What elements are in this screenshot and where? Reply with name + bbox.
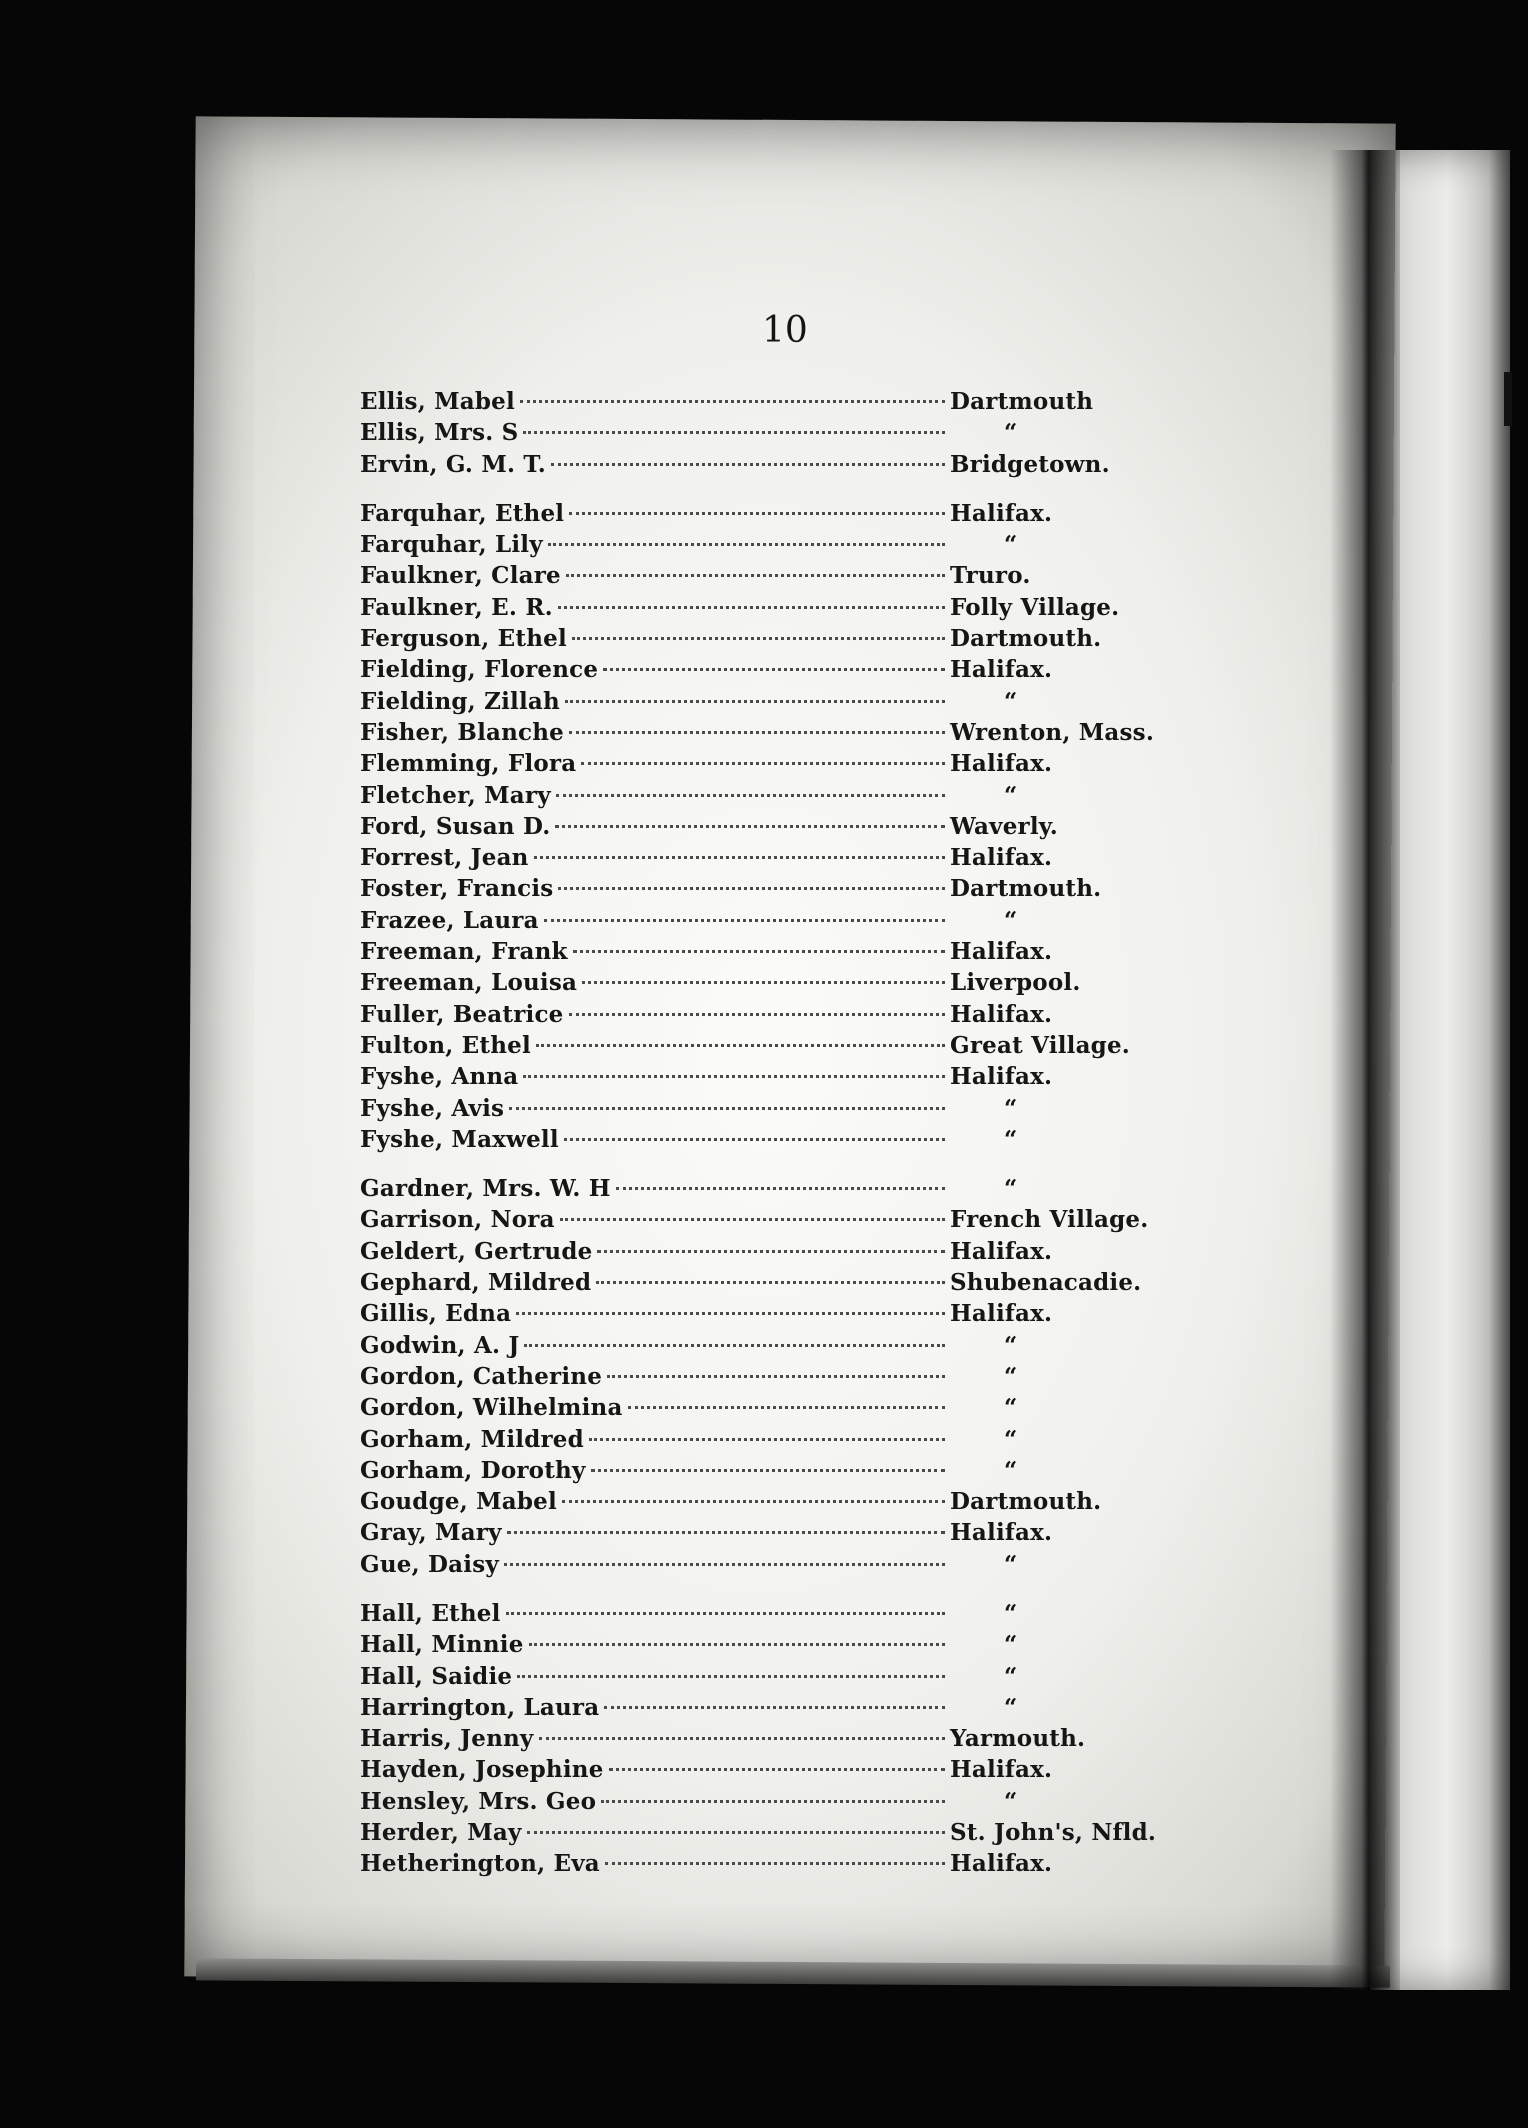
dot-leader — [597, 1250, 945, 1253]
list-entry — [360, 388, 1140, 419]
entry-name: Fletcher, Mary — [360, 781, 551, 809]
entry-name: Herder, May — [360, 1819, 522, 1847]
dot-leader — [569, 1013, 945, 1016]
dot-leader — [573, 950, 945, 953]
ditto-mark: “ — [1004, 1599, 1018, 1627]
entry-name: Hensley, Mrs. Geo — [360, 1787, 597, 1815]
list-entry — [360, 1488, 1140, 1519]
ditto-mark: “ — [1004, 1362, 1018, 1390]
entry-name: Gorham, Mildred — [360, 1425, 584, 1453]
entry-place: Halifax. — [950, 750, 1053, 778]
dot-leader — [551, 463, 945, 466]
list-entry — [360, 1332, 1140, 1363]
entry-name: Farquhar, Ethel — [360, 499, 565, 527]
dot-leader — [604, 1706, 945, 1709]
entry-place: Halifax. — [950, 844, 1053, 872]
dot-leader — [628, 1406, 945, 1409]
entry-name: Flemming, Flora — [360, 750, 577, 778]
dot-leader — [591, 1469, 945, 1472]
entry-place: Halifax. — [950, 1300, 1053, 1328]
entry-place: St. John's, Nfld. — [950, 1819, 1157, 1847]
list-entry — [360, 1095, 1140, 1126]
entry-name: Fuller, Beatrice — [360, 1000, 564, 1028]
dot-leader — [582, 981, 945, 984]
list-entry — [360, 844, 1140, 875]
list-entry — [360, 500, 1140, 531]
entry-name: Gordon, Catherine — [360, 1362, 603, 1390]
list-entry — [360, 1001, 1140, 1032]
dot-leader — [534, 856, 945, 859]
dot-leader — [544, 919, 945, 922]
entry-name: Forrest, Jean — [360, 844, 529, 872]
dot-leader — [524, 1344, 945, 1347]
ditto-mark: “ — [1004, 1787, 1018, 1815]
name-list — [360, 388, 1157, 1882]
entry-name: Garrison, Nora — [360, 1206, 555, 1234]
dot-leader — [520, 400, 945, 403]
dot-leader — [507, 1531, 945, 1534]
ditto-mark: “ — [1004, 1331, 1018, 1359]
entry-place: Truro. — [950, 562, 1031, 590]
dot-leader — [603, 668, 945, 671]
dot-leader — [572, 637, 945, 640]
entry-place: Great Village. — [950, 1031, 1131, 1059]
entry-place: French Village. — [950, 1206, 1149, 1234]
ditto-mark: “ — [1004, 1094, 1018, 1122]
list-entry — [360, 813, 1140, 844]
entry-name: Godwin, A. J — [360, 1331, 520, 1359]
ditto-mark: “ — [1004, 1425, 1018, 1453]
entry-name: Gillis, Edna — [360, 1300, 512, 1328]
list-entry — [360, 750, 1140, 781]
entry-place: Bridgetown. — [950, 450, 1110, 478]
list-entry — [360, 625, 1140, 656]
list-entry — [360, 1663, 1140, 1694]
list-entry — [360, 451, 1140, 482]
list-entry — [360, 1126, 1140, 1157]
dot-leader — [558, 606, 945, 609]
entry-place: Wrenton, Mass. — [950, 718, 1155, 746]
facing-page-mark — [1504, 372, 1512, 426]
list-entry — [360, 1551, 1140, 1582]
dot-leader — [555, 825, 945, 828]
entry-place: Shubenacadie. — [950, 1269, 1142, 1297]
entry-name: Fyshe, Anna — [360, 1063, 519, 1091]
dot-leader — [560, 1218, 945, 1221]
entry-name: Ford, Susan D. — [360, 812, 551, 840]
entry-name: Hall, Saidie — [360, 1662, 513, 1690]
list-entry — [360, 1206, 1149, 1237]
entry-name: Fielding, Florence — [360, 656, 599, 684]
entry-name: Geldert, Gertrude — [360, 1237, 593, 1265]
list-entry — [360, 1175, 1140, 1206]
entry-name: Gardner, Mrs. W. H — [360, 1175, 611, 1203]
entry-name: Fulton, Ethel — [360, 1031, 531, 1059]
entry-name: Gordon, Wilhelmina — [360, 1394, 623, 1422]
ditto-mark: “ — [1004, 531, 1018, 559]
entry-name: Gephard, Mildred — [360, 1269, 592, 1297]
dot-leader — [556, 794, 945, 797]
list-entry — [360, 1426, 1140, 1457]
entry-name: Hayden, Josephine — [360, 1756, 604, 1784]
dot-leader — [596, 1281, 945, 1284]
entry-name: Hetherington, Eva — [360, 1850, 600, 1878]
list-entry — [360, 1063, 1140, 1094]
list-entry — [360, 1363, 1140, 1394]
dot-leader — [509, 1107, 945, 1110]
entry-name: Faulkner, Clare — [360, 562, 561, 590]
list-entry — [360, 1457, 1140, 1488]
entry-name: Ervin, G. M. T. — [360, 450, 546, 478]
entry-place: Liverpool. — [950, 969, 1081, 997]
list-entry — [360, 1631, 1140, 1662]
ditto-mark: “ — [1004, 1693, 1018, 1721]
list-entry — [360, 594, 1140, 625]
entry-place: Yarmouth. — [950, 1725, 1086, 1753]
dot-leader — [605, 1862, 945, 1865]
list-entry — [360, 531, 1140, 562]
dot-leader — [527, 1831, 945, 1834]
entry-name: Harrington, Laura — [360, 1693, 600, 1721]
list-entry — [360, 419, 1140, 450]
ditto-mark: “ — [1004, 1125, 1018, 1153]
ditto-mark: “ — [1004, 1175, 1018, 1203]
entry-place: Halifax. — [950, 1000, 1053, 1028]
list-entry — [360, 782, 1140, 813]
entry-place: Halifax. — [950, 938, 1053, 966]
ditto-mark: “ — [1004, 1456, 1018, 1484]
ditto-mark: “ — [1004, 1394, 1018, 1422]
entry-place: Dartmouth. — [950, 875, 1102, 903]
list-entry — [360, 1519, 1140, 1550]
entry-name: Hall, Ethel — [360, 1599, 501, 1627]
list-entry — [360, 1694, 1140, 1725]
dot-leader — [529, 1643, 945, 1646]
dot-leader — [539, 1737, 946, 1740]
dot-leader — [589, 1438, 945, 1441]
entry-name: Gray, Mary — [360, 1519, 502, 1547]
entry-name: Gorham, Dorothy — [360, 1456, 586, 1484]
list-entry — [360, 1819, 1157, 1850]
ditto-mark: “ — [1004, 781, 1018, 809]
entry-name: Foster, Francis — [360, 875, 554, 903]
dot-leader — [609, 1768, 945, 1771]
ditto-mark: “ — [1004, 1662, 1018, 1690]
list-entry — [360, 1300, 1140, 1331]
entry-name: Hall, Minnie — [360, 1631, 524, 1659]
list-entry — [360, 938, 1140, 969]
entry-place: Halifax. — [950, 1519, 1053, 1547]
list-entry — [360, 875, 1140, 906]
entry-name: Freeman, Louisa — [360, 969, 578, 997]
dot-leader — [601, 1800, 945, 1803]
list-entry — [360, 969, 1140, 1000]
entry-name: Faulkner, E. R. — [360, 593, 553, 621]
dot-leader — [562, 1500, 945, 1503]
dot-leader — [607, 1375, 945, 1378]
list-entry — [360, 1756, 1140, 1787]
entry-place: Halifax. — [950, 1063, 1053, 1091]
ditto-mark: “ — [1004, 1550, 1018, 1578]
entry-place: Waverly. — [950, 812, 1058, 840]
page-number: 10 — [762, 310, 808, 351]
entry-place: Halifax. — [950, 1850, 1053, 1878]
entry-name: Gue, Daisy — [360, 1550, 499, 1578]
list-entry — [360, 1238, 1140, 1269]
dot-leader — [517, 1675, 945, 1678]
entry-name: Fyshe, Avis — [360, 1094, 505, 1122]
entry-name: Fyshe, Maxwell — [360, 1125, 559, 1153]
list-entry — [360, 1788, 1140, 1819]
dot-leader — [506, 1612, 945, 1615]
ditto-mark: “ — [1004, 419, 1018, 447]
dot-leader — [523, 431, 945, 434]
ditto-mark: “ — [1004, 687, 1018, 715]
dot-leader — [536, 1044, 945, 1047]
dot-leader — [564, 1138, 945, 1141]
entry-name: Freeman, Frank — [360, 938, 568, 966]
dot-leader — [566, 574, 945, 577]
ditto-mark: “ — [1004, 1631, 1018, 1659]
entry-place: Halifax. — [950, 499, 1053, 527]
dot-leader — [516, 1312, 945, 1315]
list-entry — [360, 1850, 1140, 1881]
entry-place: Dartmouth. — [950, 625, 1102, 653]
list-entry — [360, 1600, 1140, 1631]
entry-name: Fielding, Zillah — [360, 687, 560, 715]
dot-leader — [581, 762, 945, 765]
list-entry — [360, 1725, 1140, 1756]
list-entry — [360, 656, 1140, 687]
entry-place: Halifax. — [950, 656, 1053, 684]
dot-leader — [558, 887, 945, 890]
dot-leader — [569, 512, 945, 515]
entry-place: Dartmouth — [950, 388, 1094, 415]
dot-leader — [523, 1075, 945, 1078]
list-entry — [360, 688, 1140, 719]
dot-leader — [504, 1563, 945, 1566]
entry-name: Ellis, Mrs. S — [360, 419, 519, 447]
entry-name: Farquhar, Lily — [360, 531, 543, 559]
dot-leader — [565, 700, 945, 703]
list-entry — [360, 1269, 1140, 1300]
dot-leader — [548, 543, 945, 546]
entry-name: Frazee, Laura — [360, 906, 539, 934]
entry-place: Halifax. — [950, 1237, 1053, 1265]
entry-place: Halifax. — [950, 1756, 1053, 1784]
entry-name: Harris, Jenny — [360, 1725, 534, 1753]
book-gutter — [1330, 150, 1400, 1990]
entry-name: Goudge, Mabel — [360, 1488, 557, 1516]
list-entry — [360, 718, 1155, 750]
entry-place: Folly Village. — [950, 593, 1120, 621]
entry-name: Ferguson, Ethel — [360, 625, 567, 653]
ditto-mark: “ — [1004, 906, 1018, 934]
dot-leader — [616, 1187, 945, 1190]
entry-name: Ellis, Mabel — [360, 388, 515, 415]
entry-place: Dartmouth. — [950, 1488, 1102, 1516]
entry-name: Fisher, Blanche — [360, 718, 564, 746]
list-entry — [360, 907, 1140, 938]
list-entry — [360, 1394, 1140, 1425]
dot-leader — [569, 731, 945, 734]
list-entry — [360, 1032, 1140, 1063]
list-entry — [360, 562, 1140, 593]
